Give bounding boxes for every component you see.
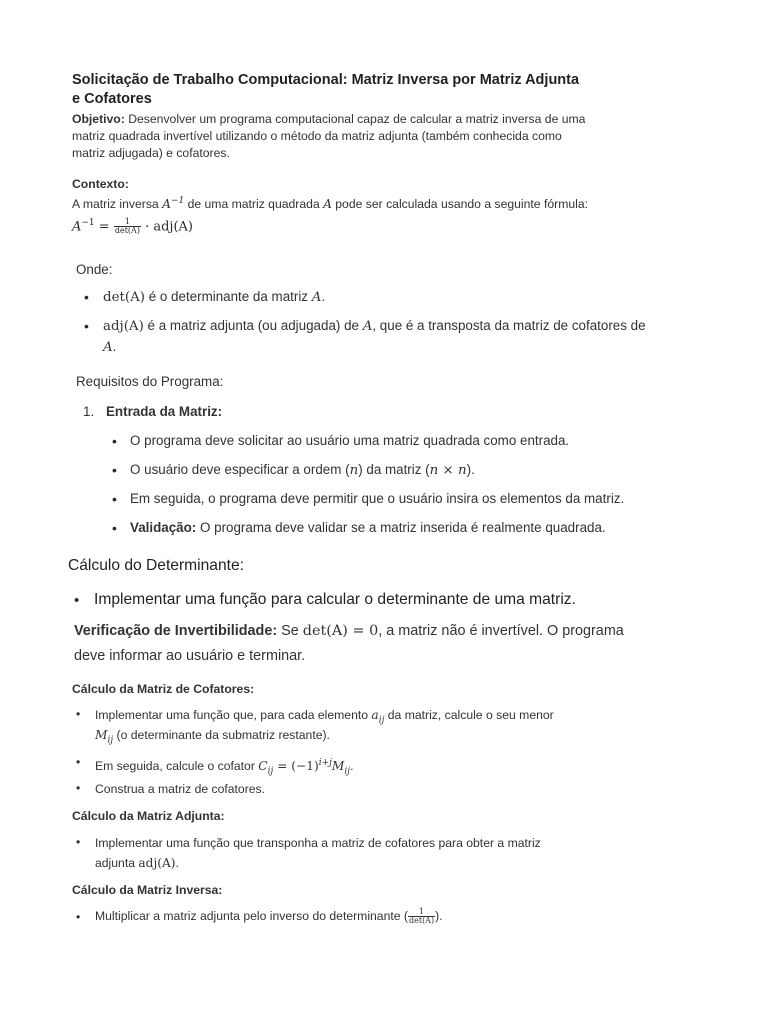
inversa-item: Multiplicar a matriz adjunta pelo inverso do determinante ( $\frac{1}{\det(A)}$ ). <box>95 907 443 926</box>
onde-item-adj-cont: A. <box>103 339 117 355</box>
title-line-2: e Cofatores <box>72 91 152 107</box>
cofatores-item-2: Em seguida, calcule o cofator $C_{ij} = (-1)^{i+j}M_{ij}$. <box>95 758 354 777</box>
bullet: • <box>112 491 117 507</box>
cofatores-item-1-cont: $M_{ij}$ (o determinante da submatriz restante). <box>95 728 330 746</box>
entrada-item-4: Validação: O programa deve validar se a matriz inserida é realmente quadrada. <box>130 520 606 535</box>
entrada-item-3: Em seguida, o programa deve permitir que o usuário insira os elementos da matriz. <box>130 491 625 506</box>
cofatores-item-1: Implementar uma função que, para cada elemento $a_{ij}$ da matriz, calcule o seu menor <box>95 708 554 726</box>
title-line-1: Solicitação de Trabalho Computacional: Matriz Inversa por Matriz Adjunta <box>72 72 580 88</box>
inversa-heading: Cálculo da Matriz Inversa: <box>72 883 223 897</box>
calc-det-item: Implementar uma função para calcular o determinante de uma matriz. <box>94 591 576 608</box>
bullet: • <box>84 289 89 305</box>
verificacao-line-2: deve informar ao usuário e terminar. <box>74 648 306 664</box>
bullet: • <box>76 707 81 721</box>
objetivo-paragraph <box>72 111 585 162</box>
cofatores-heading: Cálculo da Matriz de Cofatores: <box>72 682 255 696</box>
objetivo-text-1: Desenvolver um programa computacional capaz de calcular a matriz inversa de uma <box>124 112 586 126</box>
bullet: • <box>74 592 80 609</box>
bullet: • <box>84 318 89 334</box>
objetivo-text-3: matriz adjugada) e cofatores. <box>72 146 230 160</box>
entrada-item-2: O usuário deve especificar a ordem (n) da matriz (n × n). <box>130 462 475 478</box>
bullet: • <box>76 835 81 849</box>
adjunta-item-cont: adjunta adj(A). <box>95 856 179 870</box>
bullet: • <box>112 433 117 449</box>
inversa-fraction: $\frac{1}{\det(A)}$ <box>408 907 435 926</box>
inverse-formula: $A^{-1}$ = $\frac{1}{\det(A)}$ · adj(A) <box>72 217 193 236</box>
objetivo-label: Objetivo: <box>72 112 125 126</box>
bullet: • <box>76 755 81 769</box>
calc-det-heading: Cálculo do Determinante: <box>68 557 244 574</box>
bullet: • <box>76 910 81 924</box>
objetivo-text-2: matriz quadrada invertível utilizando o método da matriz adjunta (também conhecida como <box>72 129 562 143</box>
contexto-label: Contexto: <box>72 177 129 191</box>
contexto-text: A matriz inversa $A^{-1}$ de uma matriz quadrada A pode ser calculada usando a seguinte fórmula: <box>72 196 588 212</box>
adjunta-heading: Cálculo da Matriz Adjunta: <box>72 809 225 823</box>
onde-item-adj: adj(A) é a matriz adjunta (ou adjugada) de A, que é a transposta da matriz de cofatores de <box>103 318 646 334</box>
bullet: • <box>76 781 81 795</box>
adjunta-item: Implementar uma função que transponha a matriz de cofatores para obter a matriz <box>95 836 541 850</box>
entrada-heading: Entrada da Matriz: <box>106 404 223 419</box>
bullet: • <box>112 520 117 536</box>
onde-item-det: det(A) é o determinante da matriz A. <box>103 289 326 305</box>
document-title <box>72 71 579 109</box>
verificacao-line-1: Verificação de Invertibilidade: Se det(A) = 0, a matriz não é invertível. O programa <box>74 623 624 639</box>
cofatores-item-3: Construa a matriz de cofatores. <box>95 782 266 796</box>
formula-fraction: $\frac{1}{\det(A)}$ <box>114 217 140 236</box>
onde-label: Onde: <box>76 262 113 277</box>
requisitos-heading: Requisitos do Programa: <box>76 374 224 389</box>
entrada-item-1: O programa deve solicitar ao usuário uma matriz quadrada como entrada. <box>130 433 570 448</box>
entrada-number: 1. <box>83 404 95 419</box>
bullet: • <box>112 462 117 478</box>
